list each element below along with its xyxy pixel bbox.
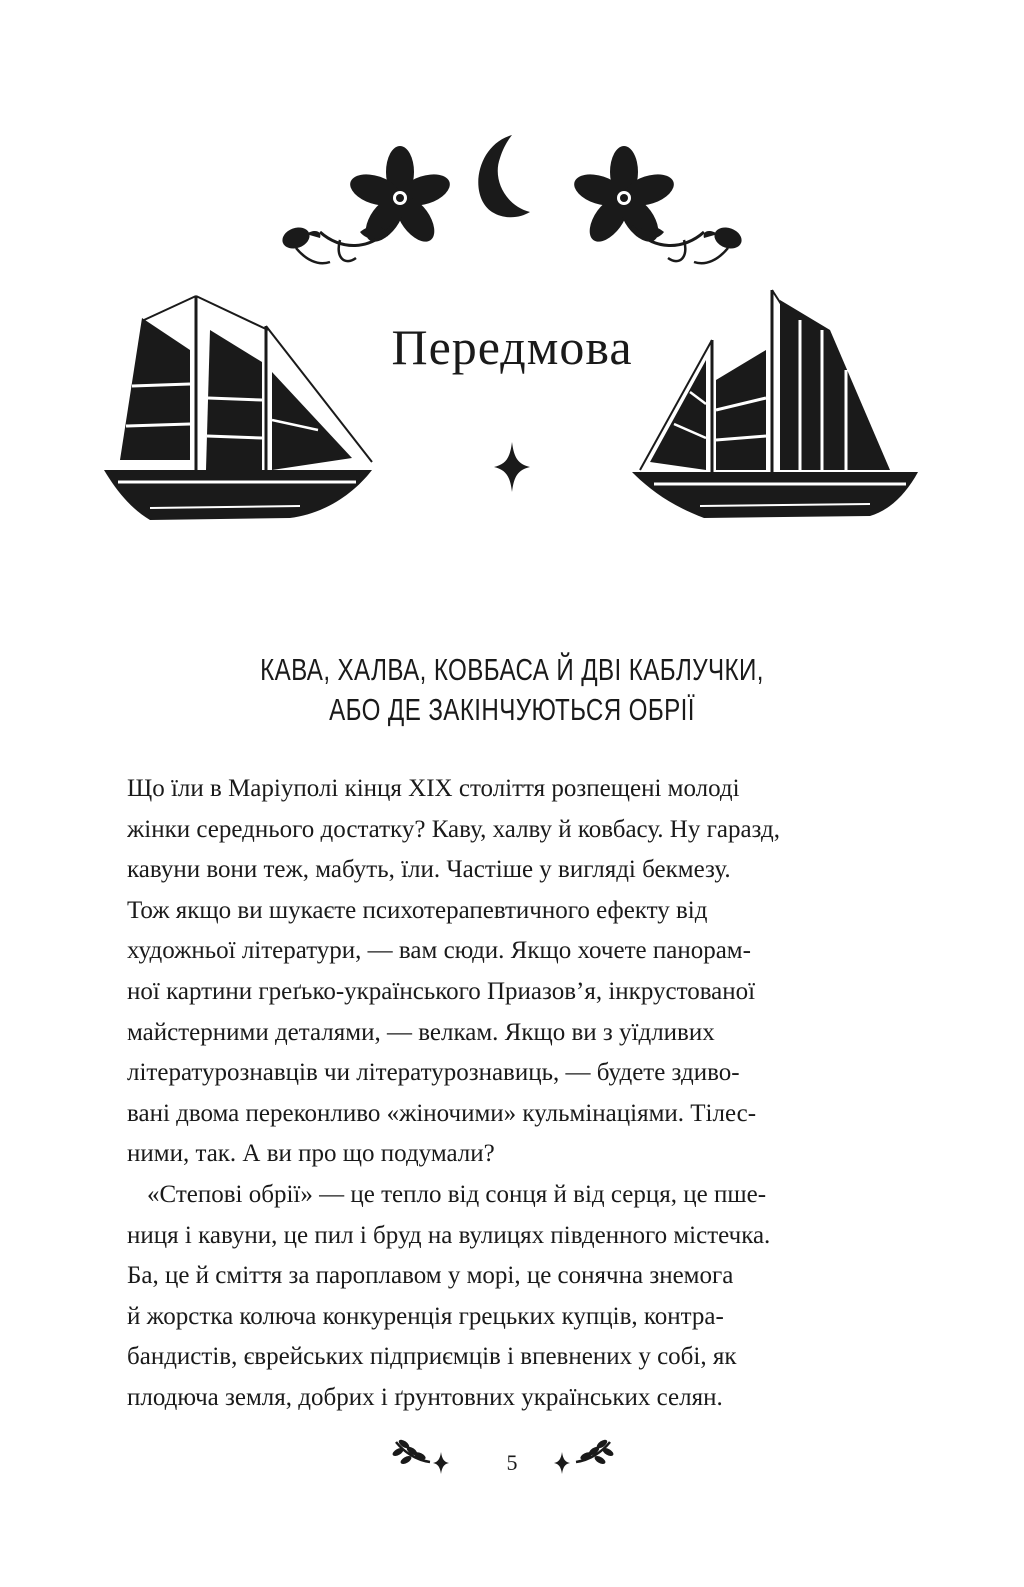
body-line: Що їли в Маріуполі кінця XIX століття розпещені молоді	[127, 775, 740, 802]
chapter-subtitle	[113, 650, 912, 730]
body-text	[127, 769, 879, 1419]
body-line: ної картини греґько-українського Приазов’я, інкрустованої	[127, 977, 756, 1005]
right-flower-ornament-icon	[570, 146, 744, 263]
body-line: жінки середнього достатку? Каву, халву й ковбасу. Ну гаразд,	[127, 815, 780, 843]
body-line: ниця і кавуни, це пил і бруд на вулицях південного містечка.	[127, 1221, 771, 1249]
crescent-moon-icon	[478, 135, 530, 217]
body-line: вані двома переконливо «жіночими» кульмінаціями. Тілес-	[127, 1099, 757, 1127]
body-line: плодюча земля, добрих і ґрунтовних українських селян.	[127, 1383, 723, 1411]
page-number: 5	[506, 1450, 518, 1475]
body-line: кавуни вони теж, мабуть, їли. Частіше у вигляді бекмезу.	[127, 856, 731, 884]
left-flower-ornament-icon	[279, 146, 453, 263]
body-line: й жорстка колюча конкуренція грецьких купців, контра-	[127, 1302, 724, 1330]
body-line: Ба, це й сміття за пароплавом у морі, це сонячна знемога	[127, 1262, 734, 1290]
body-line: «Степові обрії» — це тепло від сонця й від серця, це пше-	[147, 1180, 767, 1208]
body-line: бандистів, єврейських підприємців і впевнених у собі, як	[127, 1343, 737, 1371]
body-line: ними, так. А ви про що подумали?	[127, 1140, 495, 1168]
chapter-title: Передмова	[391, 319, 633, 375]
body-line: Тож якщо ви шукаєте психотерапевтичного ефекту від	[127, 896, 708, 924]
subtitle-line-2: АБО ДЕ ЗАКІНЧУЮТЬСЯ ОБРІЇ	[329, 692, 695, 727]
body-line: майстерними деталями, — велкам. Якщо ви з уїдливих	[127, 1018, 715, 1046]
chapter-header-ornament	[0, 0, 1024, 560]
body-line: художньої літератури, — вам сюди. Якщо хочете панорам-	[127, 937, 751, 965]
subtitle-line-1: КАВА, ХАЛВА, КОВБАСА Й ДВІ КАБЛУЧКИ,	[260, 652, 764, 687]
star-ornament-icon	[494, 442, 530, 492]
body-line: літературознавців чи літературознавиць, — будете здиво-	[127, 1059, 740, 1087]
